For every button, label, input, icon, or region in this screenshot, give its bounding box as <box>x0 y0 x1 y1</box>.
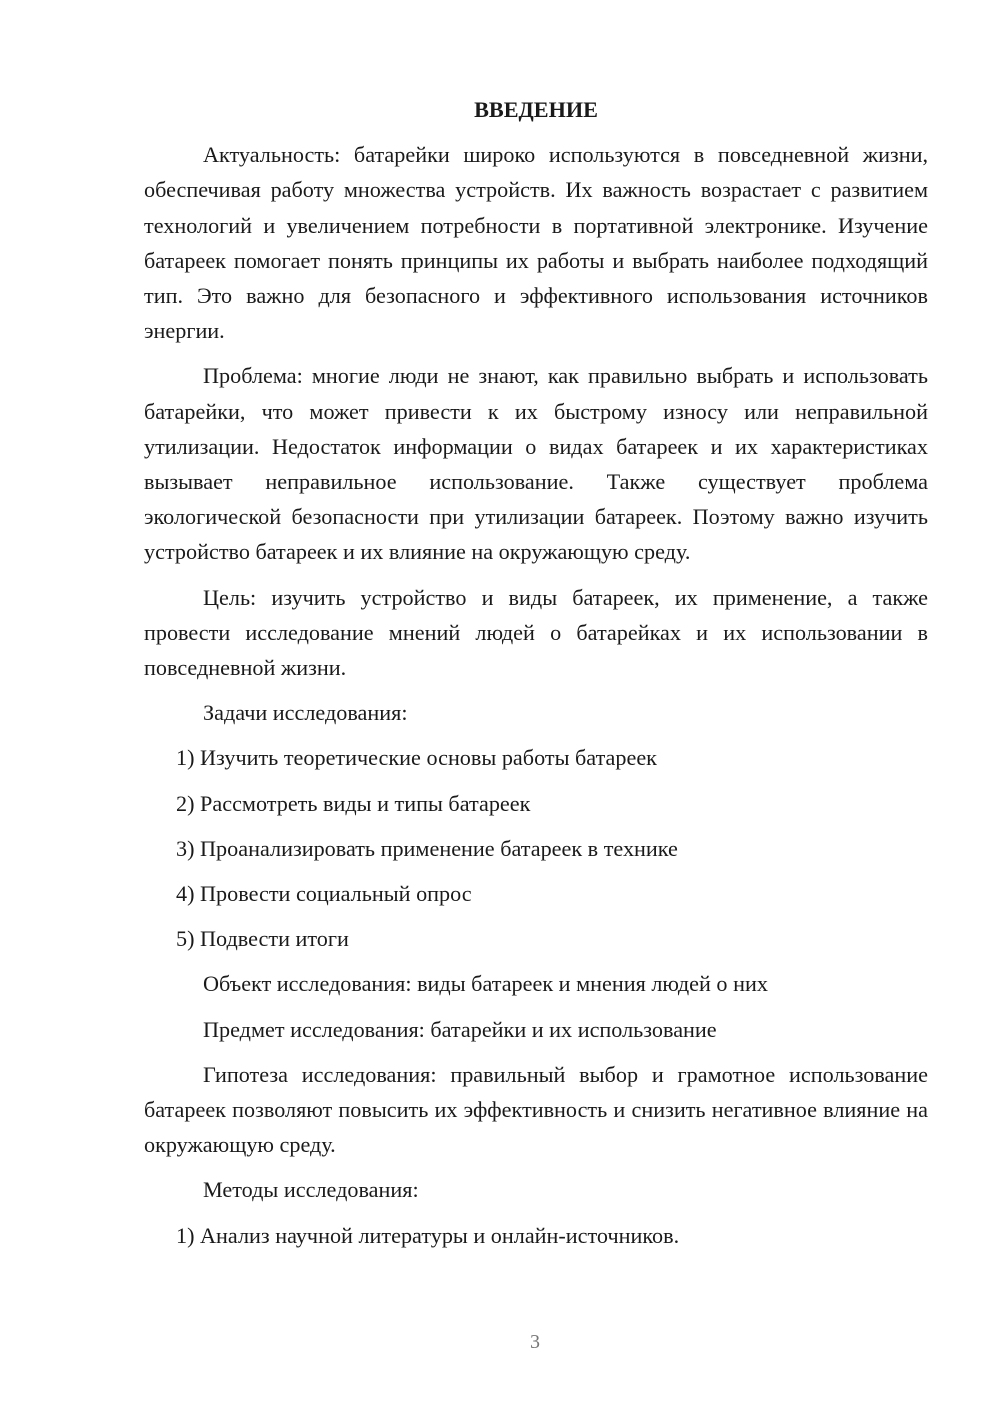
task-item: 4) Провести социальный опрос <box>176 881 472 907</box>
tasks-heading: Задачи исследования: <box>203 700 408 726</box>
problem-paragraph: Проблема: многие люди не знают, как правильно выбрать и использовать батарейки, что может привести к их быстрому износу или неправильной утилизации. Недостаток информации о видах батареек и их характеристиках вызывает неправильное использование. Также существует проблема экологической безопасности при утилизации батареек. Поэтому важно изучить устройство батареек и их влияние на окружающую среду. <box>144 363 928 565</box>
methods-list <box>144 1218 928 1253</box>
method-item: 1) Анализ научной литературы и онлайн-источников. <box>176 1222 680 1248</box>
task-item: 1) Изучить теоретические основы работы батареек <box>176 745 657 771</box>
task-item: 5) Подвести итоги <box>176 926 349 952</box>
subject-line: Предмет исследования: батарейки и их использование <box>203 1016 717 1042</box>
tasks-list <box>144 740 928 956</box>
task-item: 2) Рассмотреть виды и типы батареек <box>176 790 531 816</box>
object-line: Объект исследования: виды батареек и мнения людей о них <box>203 971 768 997</box>
page-content <box>144 92 928 1263</box>
methods-heading: Методы исследования: <box>203 1177 419 1203</box>
goal-paragraph: Цель: изучить устройство и виды батареек, их применение, а также провести исследование мнений людей о батарейках и их использовании в повседневной жизни. <box>144 584 928 681</box>
page-number: 3 <box>530 1331 540 1353</box>
relevance-paragraph: Актуальность: батарейки широко используются в повседневной жизни, обеспечивая работу множества устройств. Их важность возрастает с развитием технологий и увеличением потребности в портативной электронике. Изучение батареек помогает понять принципы их работы и выбрать наиболее подходящий тип. Это важно для безопасного и эффективного использования источников энергии. <box>144 142 928 344</box>
task-item: 3) Проанализировать применение батареек в технике <box>176 835 678 861</box>
hypothesis-paragraph: Гипотеза исследования: правильный выбор и грамотное использование батареек позволяют повысить их эффективность и снизить негативное влияние на окружающую среду. <box>144 1061 928 1158</box>
section-title: ВВЕДЕНИЕ <box>474 97 598 122</box>
